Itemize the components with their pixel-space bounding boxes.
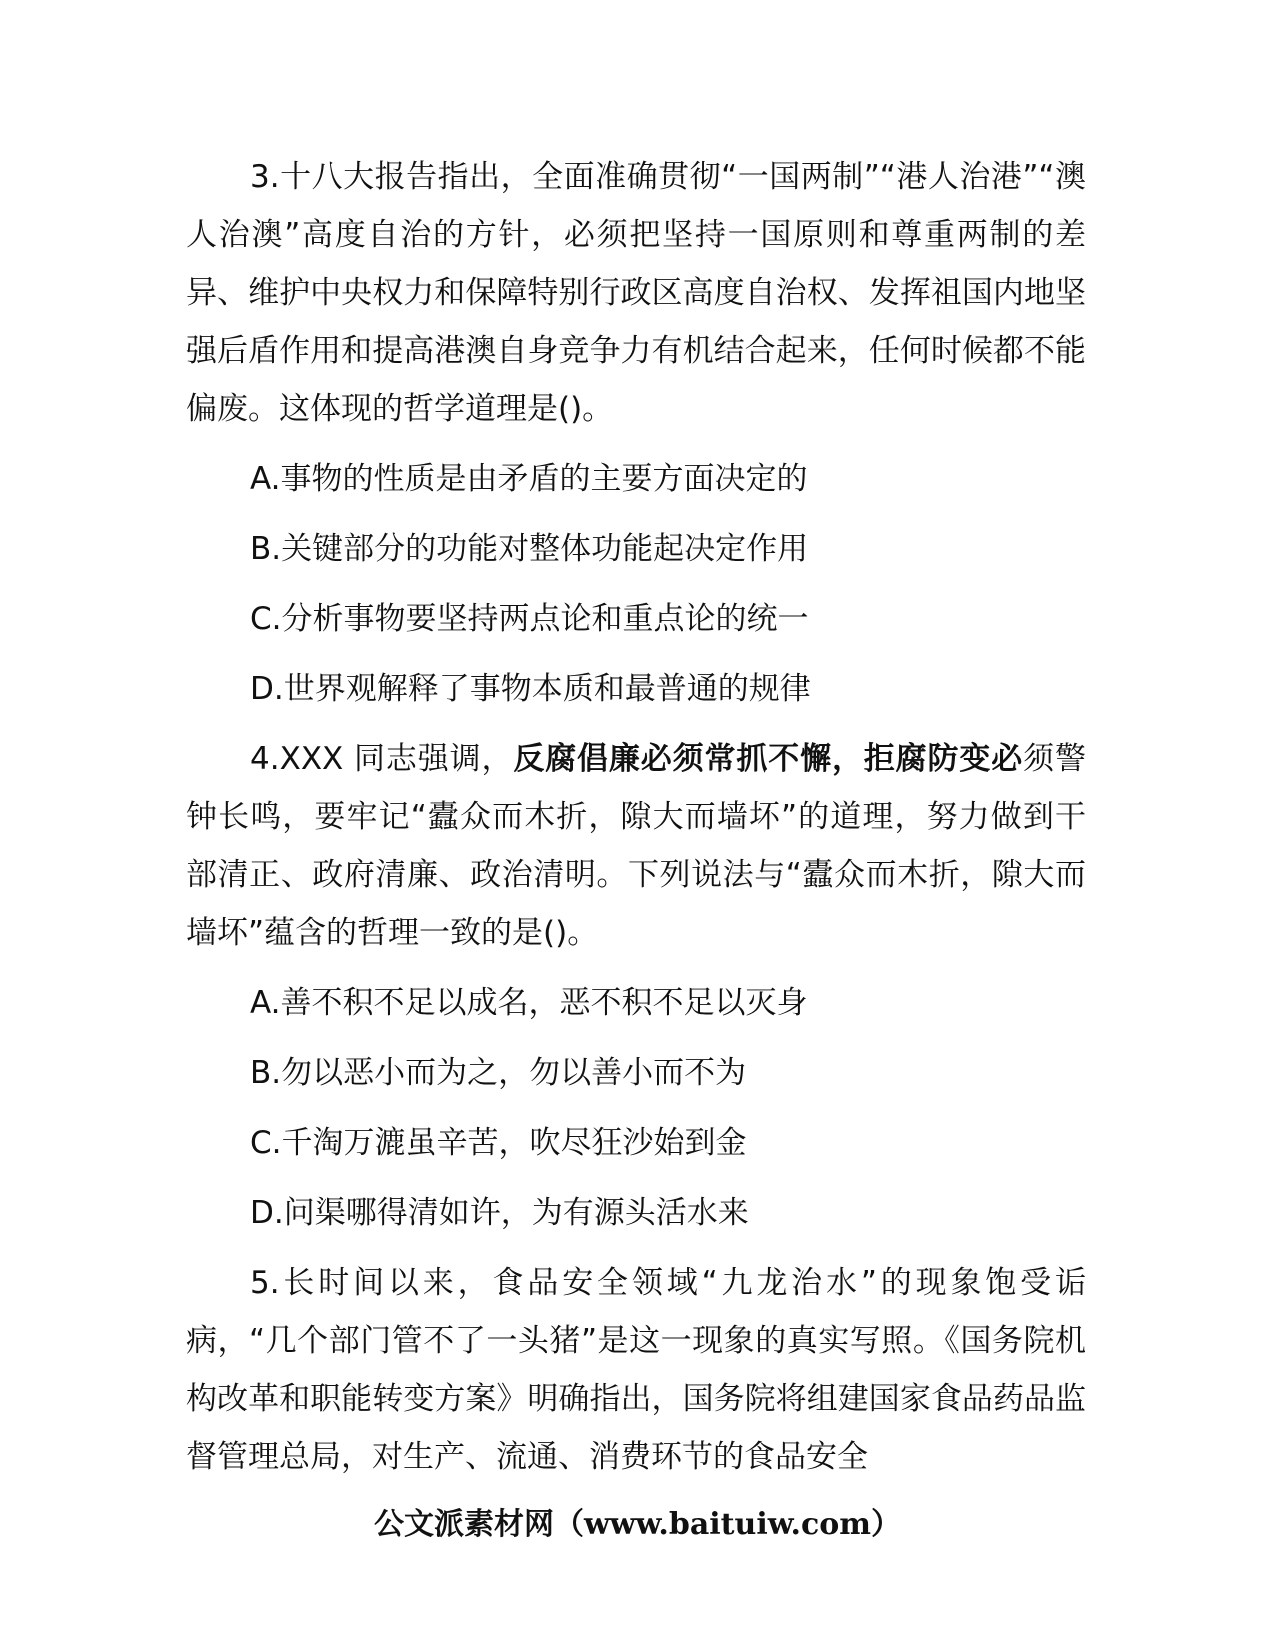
question-4-option-c: C.千淘万漉虽辛苦，吹尽狂沙始到金 [250,1125,747,1161]
question-4-stem [186,730,1086,962]
question-3-option-b: B.关键部分的功能对整体功能起决定作用 [250,531,809,567]
question-4-option-b: B.勿以恶小而为之，勿以善小而不为 [250,1055,747,1091]
footer-watermark: 公文派素材网（www.baituiw.com） [373,1507,902,1542]
question-4-stem-rest: 须警钟长鸣，要牢记“蠹众而木折，隙大而墙坏”的道理，努力做到干部清正、政府清廉、政治清明。下列说法与“蠹众而木折，隙大而墙坏”蕴含的哲理一致的是()。 [186,741,1087,951]
question-5-stem: 5.长时间以来，食品安全领域“九龙治水”的现象饱受诟病，“几个部门管不了一头猪”是这一现象的真实写照。《国务院机构改革和职能转变方案》明确指出，国务院将组建国家食品药品监督管理总局，对生产、流通、消费环节的食品安全 [186,1265,1086,1475]
document-body [186,148,1086,1486]
question-3-option-c: C.分析事物要坚持两点论和重点论的统一 [250,601,809,637]
question-3-option-d: D.世界观解释了事物本质和最普通的规律 [250,671,811,707]
question-4-option-d: D.问渠哪得清如许，为有源头活水来 [250,1195,749,1231]
question-4-stem-prefix: 4.XXX 同志强调， [250,741,514,777]
question-3-option-a: A.事物的性质是由矛盾的主要方面决定的 [250,461,808,497]
question-3-stem: 3.十八大报告指出，全面准确贯彻“一国两制”“港人治港”“澳人治澳”高度自治的方针，必须把坚持一国原则和尊重两制的差异、维护中央权力和保障特别行政区高度自治权、发挥祖国内地坚强后盾作用和提高港澳自身竞争力有机结合起来，任何时候都不能偏废。这体现的哲学道理是()。 [186,159,1086,427]
question-4-option-a: A.善不积不足以成名，恶不积不足以灭身 [250,985,808,1021]
question-4-stem-bold: 反腐倡廉必须常抓不懈，拒腐防变必 [513,741,1024,777]
